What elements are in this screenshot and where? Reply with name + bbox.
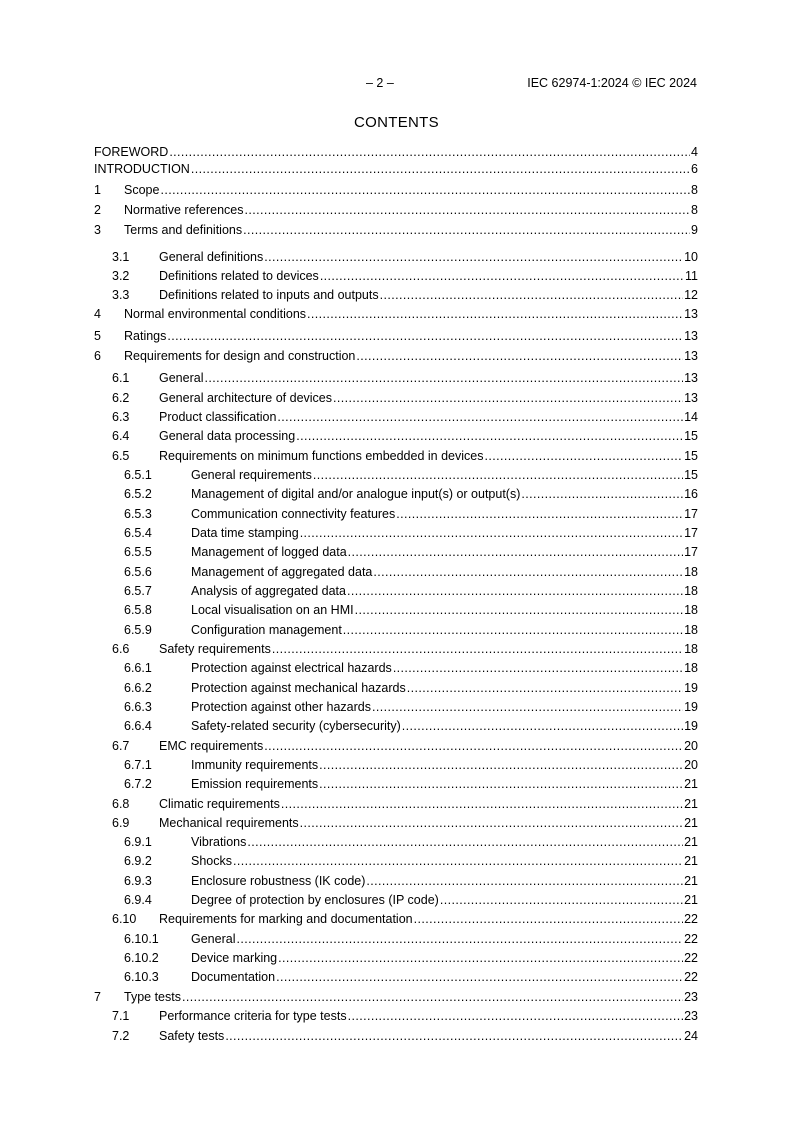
toc-entry-number: 6.7 [112,739,130,753]
toc-entry-page: 22 [684,970,698,984]
dot-leader [300,816,683,830]
toc-entry[interactable] [94,758,698,772]
toc-entry-number: 6.9.3 [124,874,152,888]
toc-entry[interactable] [94,468,698,482]
toc-entry[interactable] [94,739,698,753]
toc-entry-number: 6.4 [112,429,130,443]
toc-entry-page: 22 [684,951,698,965]
dot-leader [233,854,683,868]
dot-leader [333,391,683,405]
toc-entry-page: 13 [684,307,698,321]
toc-entry-title: Normal environmental conditions [124,307,307,321]
toc-entry-page: 21 [684,893,698,907]
toc-entry-title: Definitions related to inputs and outputs [159,288,379,302]
toc-entry-page: 18 [684,603,698,617]
toc-entry-title: Requirements for design and construction [124,349,356,363]
toc-entry[interactable] [94,329,698,343]
toc-entry-title: Protection against electrical hazards [191,661,392,675]
toc-entry-title: Configuration management [191,623,342,637]
toc-entry-number: 6.6.4 [124,719,152,733]
toc-entry[interactable] [94,854,698,868]
dot-leader [319,758,683,772]
toc-entry-number: 6.7.2 [124,777,152,791]
toc-entry[interactable] [94,307,698,321]
toc-entry-title: Device marking [191,951,278,965]
dot-leader [372,700,683,714]
dot-leader [264,739,683,753]
toc-entry[interactable] [94,269,698,283]
toc-entry-number: 6.9 [112,816,130,830]
toc-entry-page: 15 [684,449,698,463]
toc-entry-page: 8 [691,203,698,217]
toc-entry-number: 4 [94,307,101,321]
toc-entry-number: 6.3 [112,410,130,424]
toc-entry[interactable] [94,410,698,424]
dot-leader [373,565,683,579]
toc-entry[interactable] [94,816,698,830]
toc-entry-title: Safety requirements [159,642,271,656]
toc-entry-number: 6.5 [112,449,130,463]
toc-entry[interactable] [94,288,698,302]
toc-entry-page: 12 [684,288,698,302]
toc-entry-number: 6.5.6 [124,565,152,579]
toc-entry-page: 16 [684,487,698,501]
dot-leader [277,410,683,424]
dot-leader [348,545,683,559]
toc-entry-title: Protection against mechanical hazards [191,681,406,695]
dot-leader [272,642,683,656]
dot-leader [276,970,683,984]
toc-entry-title: Performance criteria for type tests [159,1009,347,1023]
dot-leader [225,1029,683,1043]
toc-entry-page: 13 [684,349,698,363]
toc-entry[interactable] [94,391,698,405]
dot-leader [347,584,683,598]
dot-leader [264,250,683,264]
toc-entry-title: Data time stamping [191,526,299,540]
toc-entry-number: 6.5.1 [124,468,152,482]
toc-entry[interactable] [94,565,698,579]
toc-entry-number: 6.10.1 [124,932,159,946]
toc-entry-number: 1 [94,183,101,197]
toc-entry-number: 3 [94,223,101,237]
dot-leader [167,329,683,343]
toc-entry-page: 23 [684,1009,698,1023]
toc-entry[interactable] [94,970,698,984]
toc-entry[interactable] [94,371,698,385]
toc-entry[interactable] [94,349,698,363]
dot-leader [243,223,690,237]
toc-entry-number: 7.1 [112,1009,130,1023]
toc-entry-title: EMC requirements [159,739,264,753]
dot-leader [414,912,683,926]
toc-entry-page: 19 [684,719,698,733]
toc-entry-number: 6.7.1 [124,758,152,772]
toc-entry-title: Local visualisation on an HMI [191,603,354,617]
toc-entry-number: 3.1 [112,250,130,264]
dot-leader [402,719,683,733]
toc-entry[interactable] [94,526,698,540]
dot-leader [380,288,684,302]
dot-leader [313,468,683,482]
toc-entry-title: Protection against other hazards [191,700,371,714]
toc-entry-number: 6.10.3 [124,970,159,984]
toc-entry[interactable] [94,545,698,559]
toc-entry-title: Climatic requirements [159,797,280,811]
toc-entry-number: 6.5.5 [124,545,152,559]
toc-entry[interactable] [94,661,698,675]
toc-entry[interactable] [94,835,698,849]
toc-entry[interactable] [94,1009,698,1023]
toc-entry-title: Immunity requirements [191,758,319,772]
toc-entry-number: 6.5.3 [124,507,152,521]
toc-entry-number: 3.3 [112,288,130,302]
toc-entry-number: 6.9.1 [124,835,152,849]
toc-entry-page: 18 [684,623,698,637]
toc-entry-page: 20 [684,739,698,753]
dot-leader [160,183,690,197]
toc-entry[interactable] [94,681,698,695]
toc-entry-title: Product classification [159,410,277,424]
toc-entry[interactable] [94,719,698,733]
toc-entry-title: Management of digital and/or analogue input(s) or output(s) [191,487,521,501]
toc-entry-number: 6.5.4 [124,526,152,540]
toc-entry-page: 14 [684,410,698,424]
toc-entry[interactable] [94,777,698,791]
toc-entry-page: 19 [684,681,698,695]
toc-entry-number: 7 [94,990,101,1004]
dot-leader [247,835,683,849]
dot-leader [407,681,683,695]
toc-entry[interactable] [94,990,698,1004]
toc-entry[interactable] [94,623,698,637]
toc-entry-page: 22 [684,912,698,926]
toc-entry[interactable] [94,183,698,197]
toc-entry-title: Definitions related to devices [159,269,319,283]
toc-entry[interactable] [94,797,698,811]
toc-entry-page: 21 [684,797,698,811]
toc-entry-number: 6.6.3 [124,700,152,714]
toc-entry-title: General [191,932,236,946]
toc-entry-title: Analysis of aggregated data [191,584,346,598]
toc-entry-title: Normative references [124,203,244,217]
toc-entry-page: 20 [684,758,698,772]
toc-entry-title: Requirements for marking and documentation [159,912,413,926]
dot-leader [348,1009,684,1023]
toc-entry-page: 17 [684,545,698,559]
toc-entry-title: Emission requirements [191,777,319,791]
toc-entry-title: Mechanical requirements [159,816,299,830]
toc-entry-number: 6.6 [112,642,130,656]
toc-entry-title: Requirements on minimum functions embedded in devices [159,449,484,463]
toc-entry[interactable] [94,700,698,714]
toc-entry[interactable] [94,951,698,965]
dot-leader [296,429,683,443]
toc-entry-number: 6.5.8 [124,603,152,617]
toc-entry-number: 6.6.1 [124,661,152,675]
dot-leader [320,269,684,283]
dot-leader [521,487,683,501]
toc-entry-page: 18 [684,661,698,675]
dot-leader [307,307,683,321]
toc-entry-number: 6.5.2 [124,487,152,501]
toc-entry-page: 21 [684,835,698,849]
toc-entry-number: 6.10.2 [124,951,159,965]
toc-entry-title: Enclosure robustness (IK code) [191,874,366,888]
toc-entry[interactable] [94,145,698,159]
toc-entry-page: 17 [684,507,698,521]
toc-entry-number: 6.1 [112,371,130,385]
toc-entry-page: 21 [684,777,698,791]
toc-entry[interactable] [94,642,698,656]
toc-entry-title: Communication connectivity features [191,507,396,521]
toc-entry-title: Ratings [124,329,167,343]
dot-leader [182,990,683,1004]
dot-leader [484,449,683,463]
toc-entry-page: 18 [684,565,698,579]
dot-leader [366,874,683,888]
toc-entry[interactable] [94,584,698,598]
toc-entry-title: Terms and definitions [124,223,243,237]
dot-leader [356,349,683,363]
dot-leader [204,371,683,385]
toc-entry-number: 6.8 [112,797,130,811]
dot-leader [236,932,683,946]
toc-entry-number: 6.6.2 [124,681,152,695]
toc-entry-number: 3.2 [112,269,130,283]
page-number: – 2 – [366,76,394,90]
dot-leader [300,526,683,540]
toc-entry-title: General architecture of devices [159,391,333,405]
toc-entry-page: 18 [684,584,698,598]
toc-entry-title: Documentation [191,970,276,984]
toc-entry[interactable] [94,603,698,617]
toc-entry[interactable] [94,487,698,501]
toc-entry-title: General requirements [191,468,312,482]
toc-entry-title: Shocks [191,854,232,868]
toc-entry-title: FOREWORD [94,145,169,159]
toc-entry[interactable] [94,507,698,521]
toc-entry-number: 6 [94,349,101,363]
toc-entry[interactable] [94,449,698,463]
toc-entry-page: 17 [684,526,698,540]
toc-entry-title: General [159,371,204,385]
toc-entry-title: Vibrations [191,835,247,849]
toc-entry-page: 4 [691,145,698,159]
toc-entry-title: Management of aggregated data [191,565,373,579]
toc-entry[interactable] [94,874,698,888]
dot-leader [191,162,690,176]
standard-reference: IEC 62974-1:2024 © IEC 2024 [527,76,697,90]
toc-entry[interactable] [94,223,698,237]
toc-entry-number: 6.2 [112,391,130,405]
toc-entry-number: 6.9.2 [124,854,152,868]
dot-leader [319,777,683,791]
toc-entry-page: 6 [691,162,698,176]
dot-leader [281,797,683,811]
toc-entry-title: Type tests [124,990,181,1004]
dot-leader [440,893,683,907]
toc-entry-page: 21 [684,874,698,888]
toc-entry-page: 10 [684,250,698,264]
toc-entry-title: Safety tests [159,1029,225,1043]
toc-entry-page: 11 [685,269,698,283]
toc-entry[interactable] [94,893,698,907]
toc-entry-number: 7.2 [112,1029,130,1043]
toc-entry[interactable] [94,932,698,946]
toc-entry-number: 2 [94,203,101,217]
toc-entry-page: 15 [684,468,698,482]
toc-entry[interactable] [94,250,698,264]
dot-leader [245,203,691,217]
toc-entry-page: 24 [684,1029,698,1043]
toc-entry-number: 6.5.7 [124,584,152,598]
dot-leader [169,145,690,159]
dot-leader [278,951,683,965]
dot-leader [396,507,683,521]
dot-leader [393,661,683,675]
toc-entry-title: Degree of protection by enclosures (IP code) [191,893,439,907]
toc-entry-number: 6.9.4 [124,893,152,907]
toc-entry-page: 9 [691,223,698,237]
toc-entry[interactable] [94,912,698,926]
toc-entry[interactable] [94,162,698,176]
toc-entry-number: 6.10 [112,912,137,926]
toc-entry-page: 15 [684,429,698,443]
toc-entry-number: 6.5.9 [124,623,152,637]
toc-entry-page: 23 [684,990,698,1004]
toc-entry-page: 19 [684,700,698,714]
toc-entry[interactable] [94,203,698,217]
toc-entry[interactable] [94,429,698,443]
toc-entry-page: 13 [684,391,698,405]
toc-entry-page: 18 [684,642,698,656]
toc-entry-page: 8 [691,183,698,197]
toc-entry-page: 21 [684,854,698,868]
toc-entry-title: INTRODUCTION [94,162,190,176]
dot-leader [355,603,684,617]
toc-entry-title: Safety-related security (cybersecurity) [191,719,401,733]
toc-entry-page: 21 [684,816,698,830]
dot-leader [343,623,683,637]
toc-entry-title: Scope [124,183,160,197]
toc-entry-title: Management of logged data [191,545,347,559]
toc-entry-page: 22 [684,932,698,946]
toc-entry-number: 5 [94,329,101,343]
toc-entry[interactable] [94,1029,698,1043]
page-title: CONTENTS [354,114,439,131]
toc-entry-title: General data processing [159,429,296,443]
toc-entry-title: General definitions [159,250,264,264]
toc-entry-page: 13 [684,371,698,385]
toc-entry-page: 13 [684,329,698,343]
